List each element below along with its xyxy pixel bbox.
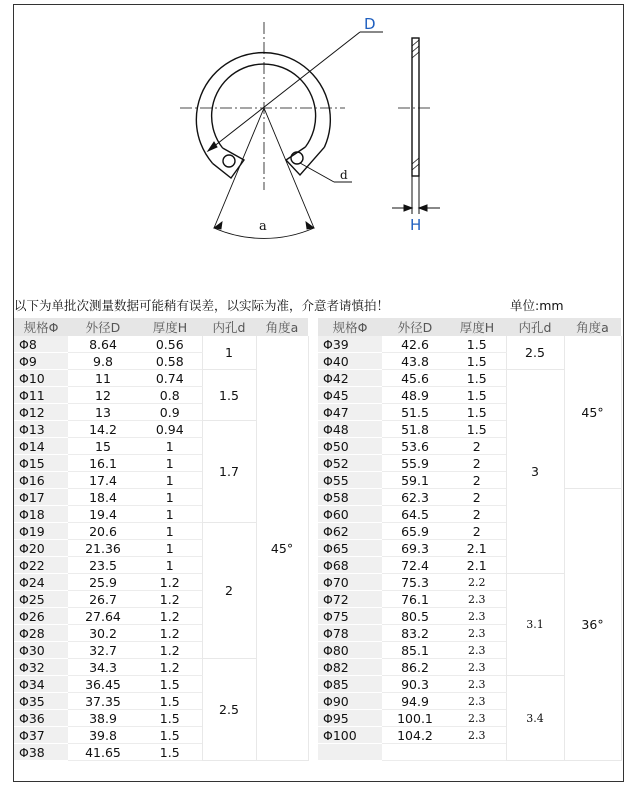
outer-diameter-cell: 62.3 — [382, 489, 448, 506]
table-row — [318, 336, 621, 353]
outer-diameter-cell — [382, 744, 448, 761]
thickness-cell: 1.2 — [138, 642, 202, 659]
thickness-cell: 1 — [138, 455, 202, 472]
spec-cell: Φ47 — [318, 404, 382, 421]
thickness-cell: 2.3 — [448, 642, 506, 659]
outer-diameter-cell: 15 — [68, 438, 138, 455]
thickness-cell: 1 — [138, 557, 202, 574]
outer-diameter-cell: 100.1 — [382, 710, 448, 727]
spec-cell: Φ24 — [14, 574, 68, 591]
spec-cell: Φ39 — [318, 336, 382, 353]
outer-diameter-cell: 27.64 — [68, 608, 138, 625]
outer-diameter-cell: 30.2 — [68, 625, 138, 642]
spec-table-right — [318, 318, 622, 761]
outer-diameter-cell: 14.2 — [68, 421, 138, 438]
outer-diameter-cell: 76.1 — [382, 591, 448, 608]
spec-cell: Φ90 — [318, 693, 382, 710]
column-header: 角度a — [564, 318, 621, 336]
spec-cell: Φ100 — [318, 727, 382, 744]
outer-diameter-cell: 86.2 — [382, 659, 448, 676]
thickness-cell: 1.5 — [448, 370, 506, 387]
spec-cell: Φ82 — [318, 659, 382, 676]
outer-diameter-cell: 12 — [68, 387, 138, 404]
spec-cell: Φ25 — [14, 591, 68, 608]
outer-diameter-cell: 17.4 — [68, 472, 138, 489]
spec-cell — [318, 744, 382, 761]
thickness-cell: 2 — [448, 472, 506, 489]
spec-table-left — [14, 318, 309, 761]
outer-diameter-cell: 75.3 — [382, 574, 448, 591]
thickness-cell: 2 — [448, 438, 506, 455]
label-D: D — [364, 15, 376, 33]
thickness-cell — [448, 744, 506, 761]
thickness-cell: 1.5 — [138, 727, 202, 744]
spec-cell: Φ12 — [14, 404, 68, 421]
outer-diameter-cell: 16.1 — [68, 455, 138, 472]
spec-cell: Φ58 — [318, 489, 382, 506]
thickness-cell: 1 — [138, 506, 202, 523]
thickness-cell: 1 — [138, 489, 202, 506]
measurement-disclaimer: 以下为单批次测量数据可能稍有误差，以实际为准，介意者请慎拍！ — [14, 298, 390, 313]
spec-cell: Φ13 — [14, 421, 68, 438]
spec-cell: Φ95 — [318, 710, 382, 727]
outer-diameter-cell: 23.5 — [68, 557, 138, 574]
spec-cell: Φ80 — [318, 642, 382, 659]
hole-diameter-cell: 3.1 — [506, 574, 564, 676]
outer-diameter-cell: 39.8 — [68, 727, 138, 744]
outer-diameter-cell: 90.3 — [382, 676, 448, 693]
thickness-cell: 1 — [138, 523, 202, 540]
outer-diameter-cell: 48.9 — [382, 387, 448, 404]
spec-cell: Φ68 — [318, 557, 382, 574]
spec-cell: Φ70 — [318, 574, 382, 591]
ring-left-lug — [213, 148, 244, 178]
thickness-cell: 1.5 — [448, 404, 506, 421]
thickness-cell: 1 — [138, 438, 202, 455]
thickness-cell: 2 — [448, 489, 506, 506]
outer-diameter-cell: 9.8 — [68, 353, 138, 370]
outer-diameter-cell: 26.7 — [68, 591, 138, 608]
outer-diameter-cell: 41.65 — [68, 744, 138, 761]
lug-hole-right — [291, 152, 303, 164]
spec-cell: Φ35 — [14, 693, 68, 710]
hole-diameter-cell: 3 — [506, 370, 564, 574]
angle-cell: 45° — [564, 336, 621, 489]
outer-diameter-cell: 38.9 — [68, 710, 138, 727]
outer-diameter-cell: 34.3 — [68, 659, 138, 676]
spec-cell: Φ65 — [318, 540, 382, 557]
thickness-cell: 1.2 — [138, 608, 202, 625]
angle-cell: 45° — [256, 336, 308, 761]
thickness-cell: 2.1 — [448, 557, 506, 574]
thickness-cell: 2.3 — [448, 659, 506, 676]
outer-diameter-cell: 45.6 — [382, 370, 448, 387]
spec-cell: Φ15 — [14, 455, 68, 472]
thickness-cell: 1.5 — [138, 710, 202, 727]
hole-diameter-cell: 2.5 — [202, 659, 256, 761]
spec-cell: Φ62 — [318, 523, 382, 540]
thickness-cell: 2.3 — [448, 693, 506, 710]
spec-cell: Φ48 — [318, 421, 382, 438]
angle-cell: 36° — [564, 489, 621, 761]
thickness-cell: 2.2 — [448, 574, 506, 591]
outer-diameter-cell: 42.6 — [382, 336, 448, 353]
thickness-cell: 2.3 — [448, 625, 506, 642]
thickness-cell: 1.5 — [138, 693, 202, 710]
thickness-cell: 0.8 — [138, 387, 202, 404]
spec-cell: Φ9 — [14, 353, 68, 370]
thickness-cell: 2.1 — [448, 540, 506, 557]
spec-cell: Φ17 — [14, 489, 68, 506]
outer-diameter-cell: 20.6 — [68, 523, 138, 540]
lug-hole-left — [223, 155, 235, 167]
thickness-cell: 0.94 — [138, 421, 202, 438]
spec-cell: Φ26 — [14, 608, 68, 625]
spec-cell: Φ11 — [14, 387, 68, 404]
ring-side-view — [412, 38, 419, 176]
hole-diameter-cell: 1 — [202, 336, 256, 370]
thickness-cell: 1.5 — [448, 387, 506, 404]
thickness-cell: 0.56 — [138, 336, 202, 353]
spec-cell: Φ20 — [14, 540, 68, 557]
spec-cell: Φ34 — [14, 676, 68, 693]
outer-diameter-cell: 32.7 — [68, 642, 138, 659]
table-row — [14, 336, 308, 353]
outer-diameter-cell: 72.4 — [382, 557, 448, 574]
thickness-cell: 2 — [448, 506, 506, 523]
spec-cell: Φ19 — [14, 523, 68, 540]
thickness-cell: 2.3 — [448, 710, 506, 727]
snap-ring-diagram — [0, 0, 636, 295]
column-header: 内孔d — [506, 318, 564, 336]
hole-diameter-cell: 2.5 — [506, 336, 564, 370]
thickness-cell: 1.5 — [448, 336, 506, 353]
thickness-cell: 0.9 — [138, 404, 202, 421]
outer-diameter-cell: 51.8 — [382, 421, 448, 438]
thickness-cell: 2.3 — [448, 591, 506, 608]
outer-diameter-cell: 37.35 — [68, 693, 138, 710]
outer-diameter-cell: 59.1 — [382, 472, 448, 489]
thickness-cell: 2 — [448, 455, 506, 472]
outer-diameter-cell: 18.4 — [68, 489, 138, 506]
spec-cell: Φ55 — [318, 472, 382, 489]
spec-cell: Φ14 — [14, 438, 68, 455]
spec-cell: Φ36 — [14, 710, 68, 727]
outer-diameter-cell: 19.4 — [68, 506, 138, 523]
label-a: a — [259, 219, 267, 234]
thickness-cell: 0.58 — [138, 353, 202, 370]
outer-diameter-cell: 11 — [68, 370, 138, 387]
table-header-row — [318, 318, 621, 336]
column-header: 角度a — [256, 318, 308, 336]
spec-cell: Φ8 — [14, 336, 68, 353]
table-header-row — [14, 318, 308, 336]
hole-diameter-cell: 1.7 — [202, 421, 256, 523]
spec-cell: Φ78 — [318, 625, 382, 642]
thickness-cell: 1.5 — [448, 353, 506, 370]
outer-diameter-cell: 85.1 — [382, 642, 448, 659]
spec-cell: Φ52 — [318, 455, 382, 472]
thickness-cell: 2.3 — [448, 676, 506, 693]
thickness-cell: 1 — [138, 472, 202, 489]
outer-diameter-cell: 25.9 — [68, 574, 138, 591]
hole-diameter-cell: 3.4 — [506, 676, 564, 761]
spec-cell: Φ16 — [14, 472, 68, 489]
spec-cell: Φ72 — [318, 591, 382, 608]
column-header: 规格Φ — [14, 318, 68, 336]
thickness-cell: 1 — [138, 540, 202, 557]
outer-diameter-cell: 83.2 — [382, 625, 448, 642]
spec-cell: Φ30 — [14, 642, 68, 659]
thickness-cell: 0.74 — [138, 370, 202, 387]
thickness-cell: 2.3 — [448, 608, 506, 625]
spec-cell: Φ32 — [14, 659, 68, 676]
column-header: 内孔d — [202, 318, 256, 336]
outer-diameter-cell: 21.36 — [68, 540, 138, 557]
thickness-cell: 1.2 — [138, 625, 202, 642]
outer-diameter-cell: 69.3 — [382, 540, 448, 557]
thickness-cell: 1.2 — [138, 591, 202, 608]
hole-diameter-cell: 1.5 — [202, 370, 256, 421]
spec-cell: Φ18 — [14, 506, 68, 523]
outer-diameter-cell: 51.5 — [382, 404, 448, 421]
outer-diameter-cell: 55.9 — [382, 455, 448, 472]
thickness-cell: 2 — [448, 523, 506, 540]
thickness-cell: 1.5 — [138, 744, 202, 761]
column-header: 外径D — [382, 318, 448, 336]
spec-cell: Φ50 — [318, 438, 382, 455]
spec-cell: Φ42 — [318, 370, 382, 387]
column-header: 外径D — [68, 318, 138, 336]
spec-cell: Φ75 — [318, 608, 382, 625]
spec-cell: Φ22 — [14, 557, 68, 574]
thickness-cell: 1.5 — [448, 421, 506, 438]
spec-cell: Φ38 — [14, 744, 68, 761]
column-header: 厚度H — [448, 318, 506, 336]
spec-cell: Φ60 — [318, 506, 382, 523]
column-header: 厚度H — [138, 318, 202, 336]
label-d: d — [340, 168, 348, 182]
outer-diameter-cell: 104.2 — [382, 727, 448, 744]
outer-diameter-cell: 94.9 — [382, 693, 448, 710]
spec-cell: Φ45 — [318, 387, 382, 404]
thickness-cell: 2.3 — [448, 727, 506, 744]
spec-cell: Φ85 — [318, 676, 382, 693]
outer-diameter-cell: 80.5 — [382, 608, 448, 625]
spec-cell: Φ10 — [14, 370, 68, 387]
outer-diameter-cell: 64.5 — [382, 506, 448, 523]
outer-diameter-cell: 8.64 — [68, 336, 138, 353]
outer-diameter-cell: 43.8 — [382, 353, 448, 370]
spec-cell: Φ40 — [318, 353, 382, 370]
outer-diameter-cell: 36.45 — [68, 676, 138, 693]
hole-diameter-cell: 2 — [202, 523, 256, 659]
unit-label: 单位:mm — [510, 298, 564, 313]
spec-cell: Φ37 — [14, 727, 68, 744]
outer-diameter-cell: 13 — [68, 404, 138, 421]
thickness-cell: 1.5 — [138, 676, 202, 693]
outer-diameter-cell: 53.6 — [382, 438, 448, 455]
spec-cell: Φ28 — [14, 625, 68, 642]
table-row — [318, 489, 621, 506]
column-header: 规格Φ — [318, 318, 382, 336]
thickness-cell: 1.2 — [138, 574, 202, 591]
outer-diameter-cell: 65.9 — [382, 523, 448, 540]
thickness-cell: 1.2 — [138, 659, 202, 676]
label-H: H — [410, 216, 422, 234]
